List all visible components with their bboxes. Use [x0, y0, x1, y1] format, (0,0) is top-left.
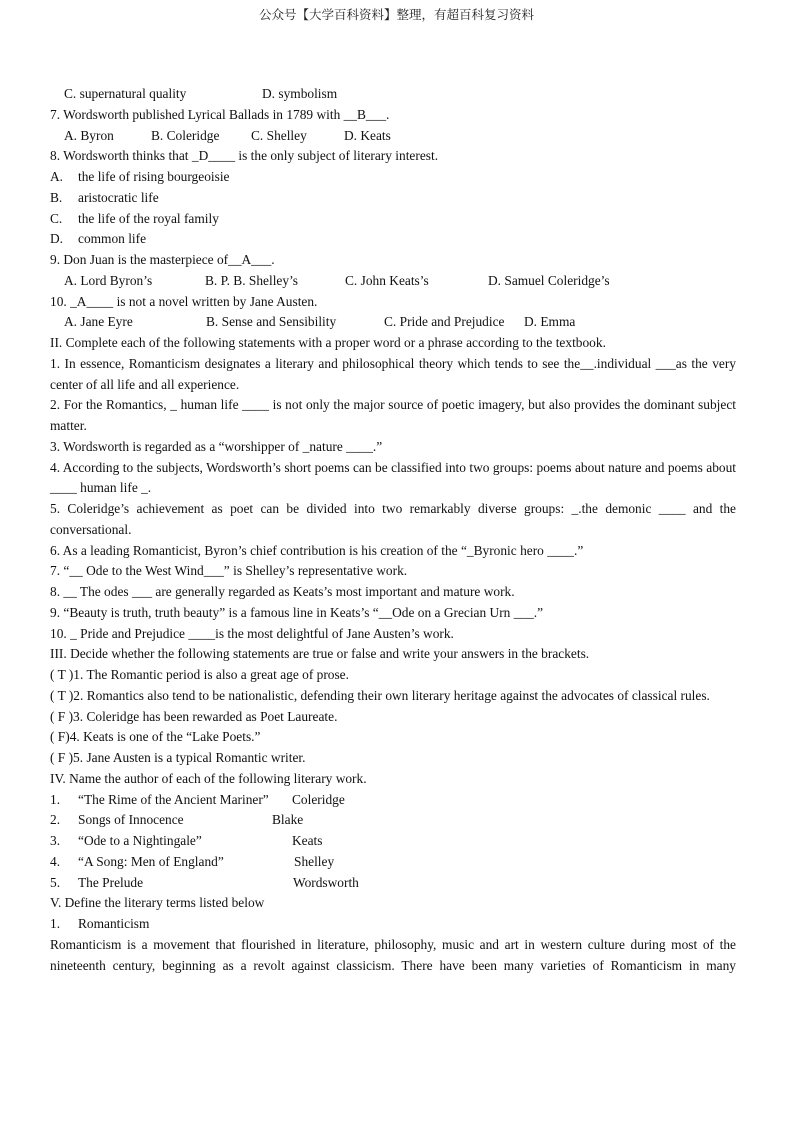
work-item: [50, 831, 736, 852]
option: [50, 229, 736, 250]
option: C. Pride and Prejudice: [384, 314, 505, 330]
option-letter: A.: [50, 169, 64, 184]
section-heading: V. Define the literary terms listed below: [50, 895, 265, 911]
author: Shelley: [294, 853, 335, 869]
option: B. P. B. Shelley’s: [205, 272, 299, 288]
statement: ( T )1. The Romantic period is also a great age of prose.: [50, 667, 349, 682]
work-item: [50, 790, 736, 811]
option: B. Sense and Sensibility: [206, 314, 337, 330]
question: 9. Don Juan is the masterpiece of__A___.: [50, 252, 275, 267]
question: 10. _A____ is not a novel written by Jane Austen.: [50, 293, 318, 309]
item-number: 3.: [50, 833, 61, 848]
document-body: [50, 84, 736, 976]
item-number: 2.: [50, 812, 61, 828]
option: [50, 209, 736, 230]
work-title: “A Song: Men of England”: [78, 853, 224, 869]
option: [50, 188, 736, 209]
option-letter: C.: [50, 210, 63, 226]
option-text: the life of the royal family: [78, 210, 219, 226]
option: [50, 167, 736, 188]
option-text: aristocratic life: [78, 189, 159, 205]
work-title: Songs of Innocence: [78, 812, 184, 828]
statement: 10. _ Pride and Prejudice ____is the most delightful of Jane Austen’s work.: [50, 625, 454, 641]
statement: 5. Coleridge’s achievement as poet can be divided into two remarkably diverse groups: _.the demonic ____ and the conversational.: [50, 501, 736, 537]
option: D. Samuel Coleridge’s: [488, 272, 610, 288]
statement: 1. In essence, Romanticism designates a literary and philosophical theory which tends to see the__.individual ___as the very center of all life and all experience.: [50, 355, 736, 392]
statement: ( F)4. Keats is one of the “Lake Poets.”: [50, 729, 261, 745]
page-header: 公众号【大学百科资料】整理，有超百科复习资料: [258, 7, 534, 22]
option: A. Byron: [64, 127, 114, 143]
statement: ( F )5. Jane Austen is a typical Romantic writer.: [50, 750, 306, 765]
option: A. Lord Byron’s: [64, 272, 153, 288]
option: B. Coleridge: [151, 127, 220, 143]
option-text: the life of rising bourgeoisie: [78, 169, 230, 184]
section-heading: III. Decide whether the following statements are true or false and write your answers in the brackets.: [50, 646, 590, 662]
statement: 4. According to the subjects, Wordsworth’s short poems can be classified into two groups: poems about nature and poems about ____ human life _.: [50, 459, 736, 496]
author: Coleridge: [292, 791, 345, 807]
item-number: 4.: [50, 853, 61, 869]
q7-options: [50, 126, 736, 147]
question: 8. Wordsworth thinks that _D____ is the only subject of literary interest.: [50, 148, 439, 164]
author: Blake: [272, 812, 304, 828]
statement: 3. Wordsworth is regarded as a “worshipper of _nature ____.”: [50, 438, 383, 454]
statement: 2. For the Romantics, _ human life ____ is not only the major source of poetic imagery, but also provides the dominant subject matter.: [50, 397, 736, 433]
work-title: The Prelude: [78, 874, 144, 890]
option: D. Keats: [344, 127, 391, 143]
q6-options: [50, 84, 736, 105]
question: 7. Wordsworth published Lyrical Ballads in 1789 with __B___.: [50, 106, 390, 122]
statement: 6. As a leading Romanticist, Byron’s chief contribution is his creation of the “_Byronic hero ____.”: [50, 542, 584, 558]
author: Wordsworth: [293, 874, 359, 890]
section-heading: IV. Name the author of each of the following literary work.: [50, 770, 367, 786]
q10-options: [50, 312, 736, 333]
statement: 7. “__ Ode to the West Wind___” is Shelley’s representative work.: [50, 563, 408, 579]
option: C. Shelley: [251, 127, 307, 143]
term: Romanticism: [78, 916, 150, 931]
work-title: “The Rime of the Ancient Mariner”: [78, 791, 269, 807]
statement: 8. __ The odes ___ are generally regarded as Keats’s most important and mature work.: [50, 584, 515, 599]
item-number: 1.: [50, 916, 61, 931]
option-letter: D.: [50, 231, 64, 247]
item-number: 5.: [50, 874, 61, 890]
work-item: [50, 873, 736, 894]
statement: 9. “Beauty is truth, truth beauty” is a famous line in Keats’s “__Ode on a Grecian Urn ___.”: [50, 604, 544, 620]
author: Keats: [292, 833, 323, 848]
q9-options: [50, 271, 736, 292]
option: D. symbolism: [262, 86, 338, 101]
item-number: 1.: [50, 791, 61, 807]
option: C. John Keats’s: [345, 272, 429, 288]
work-item: [50, 852, 736, 873]
option: C. supernatural quality: [64, 86, 187, 101]
option: D. Emma: [524, 314, 576, 330]
option-letter: B.: [50, 189, 63, 205]
option: A. Jane Eyre: [64, 314, 133, 330]
definition: Romanticism is a movement that flourished in literature, philosophy, music and art in western culture during most of the nineteenth century, beginning as a revolt against classicism. There have been many varieties of Romanticism in many: [50, 936, 736, 973]
work-item: [50, 810, 736, 831]
statement: ( F )3. Coleridge has been rewarded as Poet Laureate.: [50, 708, 338, 724]
term-item: [50, 914, 736, 935]
work-title: “Ode to a Nightingale”: [78, 833, 202, 848]
option-text: common life: [78, 231, 147, 247]
statement: ( T )2. Romantics also tend to be nationalistic, defending their own literary heritage against the advocates of classical rules.: [50, 687, 710, 703]
section-heading: II. Complete each of the following statements with a proper word or a phrase according to the textbook.: [50, 335, 606, 350]
